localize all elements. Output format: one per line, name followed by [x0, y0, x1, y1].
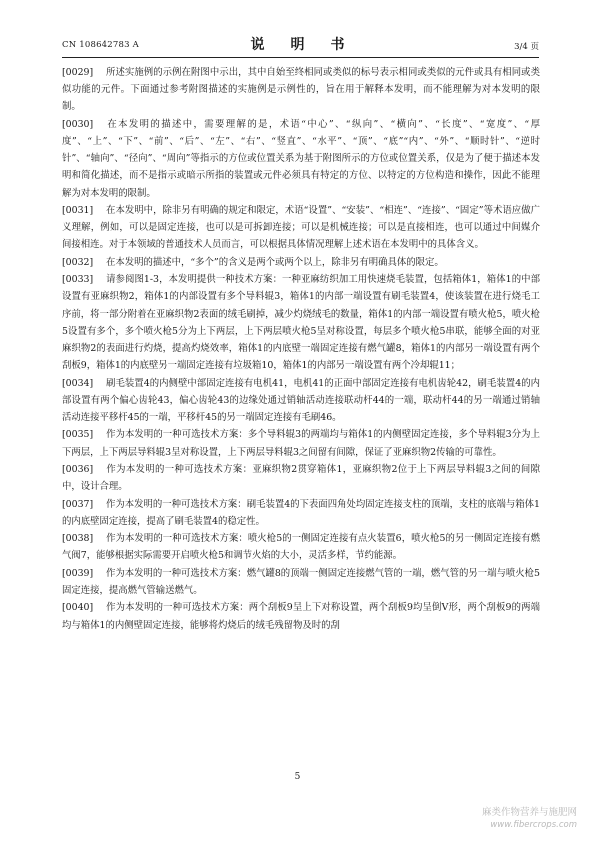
header-rule [62, 57, 539, 58]
watermark-site-name: 麻类作物营养与施肥网 [481, 807, 577, 818]
paragraph [62, 426, 540, 460]
paragraph-text: 作为本发明的一种可选技术方案：多个导料辊3的两端均与箱体1的内侧壁固定连接，多个导料辊3分为上下两层，上下两层导料辊3呈对称设置，上下两层导料辊3之间留有间隙，保证了亚麻织物2传输的可靠性。 [62, 429, 540, 458]
site-watermark [427, 806, 577, 832]
paragraph [62, 530, 540, 564]
paragraph [62, 202, 540, 254]
page-header [62, 34, 539, 56]
paragraph [62, 254, 540, 271]
paragraph-number: [0036] [62, 463, 94, 475]
paragraph-number: [0032] [62, 256, 94, 268]
paragraph [62, 565, 540, 599]
paragraph-number: [0040] [62, 602, 94, 614]
paragraph [62, 496, 540, 530]
paragraph [62, 116, 540, 202]
paragraph-text: 所述实施例的示例在附图中示出，其中自始至终相同或类似的标号表示相同或类似的元件或具有相同或类似功能的元件。下面通过参考附图描述的实施例是示例性的，旨在用于解释本发明，而不能理解为对本发明的限制。 [62, 67, 540, 113]
paragraph [62, 271, 540, 374]
paragraph-number: [0039] [62, 567, 94, 579]
document-title: 说 明 书 [250, 37, 351, 53]
paragraph [62, 64, 540, 116]
patent-number: CN 108642783 A [62, 40, 139, 50]
paragraph-number: [0035] [62, 429, 94, 441]
paragraph-text: 作为本发明的一种可选技术方案：燃气罐8的顶端一侧固定连接燃气管的一端，燃气管的另一端与喷火枪5固定连接，提高燃气管输送燃气。 [62, 567, 540, 596]
watermark-url: www.fibercrops.com [490, 820, 577, 830]
paragraph-text: 作为本发明的一种可选技术方案：两个刮板9呈上下对称设置，两个刮板9均呈倒V形，两个刮板9的两端均与箱体1的内侧壁固定连接，能够将灼烧后的绒毛残留物及时的刮 [62, 602, 540, 631]
paragraph [62, 375, 540, 427]
paragraph-text: 作为本发明的一种可选技术方案：亚麻织物2贯穿箱体1，亚麻织物2位于上下两层导料辊3之间的间隙中，设计合理。 [62, 463, 540, 493]
paragraph-text: 在本发明中，除非另有明确的规定和限定，术语“设置”、“安装”、“相连”、“连接”、“固定”等术语应做广义理解，例如，可以是固定连接，也可以是可拆卸连接；可以是机械连接；可以是直接相连，也可以通过中间媒介间接相连。对于本领域的普通技术人员而言，可以根据具体情况理解上述术语在本发明中的具体含义。 [62, 205, 540, 251]
document-body [62, 64, 540, 634]
paragraph-text: 刷毛装置4的内侧壁中部固定连接有电机41，电机41的正面中部固定连接有电机齿轮42，刷毛装置4的内部设置有两个偏心齿轮43，偏心齿轮43的边缘处通过销轴活动连接联动杆44的一端，联动杆44的另一端通过销轴活动连接平移杆45的一端，平移杆45的另一端固定连接有毛刷46。 [62, 377, 540, 423]
paragraph-number: [0029] [62, 67, 94, 78]
paragraph-text: 在本发明的描述中，需要理解的是，术语“中心”、“纵向”、“横向”、“长度”、“宽度”、“厚度”、“上”、“下”、“前”、“后”、“左”、“右”、“竖直”、“水平”、“顶”、“底”“内”、“外”、“顺时针”、“逆时针”、“轴向”、“径向”、“周向”等指示的方位或位置关系为基于附图所示的方位或位置关系，仅是为了便于描述本发明和简化描述，而不是指示或暗示所指的装置或元件必须具有特定的方位、以特定的方位构造和操作，因此不能理解为对本发明的限制。 [62, 118, 540, 199]
paragraph-number: [0033] [62, 274, 94, 286]
paragraph [62, 599, 540, 633]
paragraph-text: 在本发明的描述中，“多个”的含义是两个或两个以上，除非另有明确具体的限定。 [106, 256, 444, 268]
paragraph-number: [0037] [62, 498, 94, 510]
paragraph [62, 461, 540, 495]
page-number: 5 [294, 772, 301, 782]
page-indicator: 3/4 页 [514, 42, 539, 52]
paragraph-text: 作为本发明的一种可选技术方案：喷火枪5的一侧固定连接有点火装置6，喷火枪5的另一侧固定连接有燃气阀7，能够根据实际需要开启喷火枪5和调节火焰的大小，灵活多样，节约能源。 [62, 533, 540, 562]
paragraph-text: 请参阅图1-3，本发明提供一种技术方案：一种亚麻纺织加工用快速烧毛装置，包括箱体1，箱体1的中部设置有亚麻织物2，箱体1的内部设置有多个导料辊3，箱体1的内部一端设置有刷毛装置4，使该装置在进行烧毛工序前，将一部分附着在亚麻织物2表面的绒毛刷掉，减少灼烧绒毛的数量，箱体1的内部一端设置有喷火枪5，喷火枪5设置有多个，多个喷火枪5分为上下两层，上下两层喷火枪5呈对称设置，每层多个喷火枪5串联，能够全面的对亚麻织物2的表面进行灼烧，提高灼烧效率，箱体1的内底壁一端固定连接有燃气罐8，箱体1的内部另一端设置有两个刮板9，箱体1的内底壁另一端固定连接有垃圾箱10，箱体1的内部另一端设置有两个冷却辊11； [62, 274, 540, 372]
paragraph-text: 作为本发明的一种可选技术方案：刷毛装置4的下表面四角处均固定连接支柱的顶端，支柱的底端与箱体1的内底壁固定连接，提高了刷毛装置4的稳定性。 [62, 498, 540, 527]
paragraph-number: [0031] [62, 205, 94, 216]
paragraph-number: [0034] [62, 377, 94, 389]
paragraph-number: [0038] [62, 533, 94, 545]
paragraph-number: [0030] [62, 118, 94, 130]
